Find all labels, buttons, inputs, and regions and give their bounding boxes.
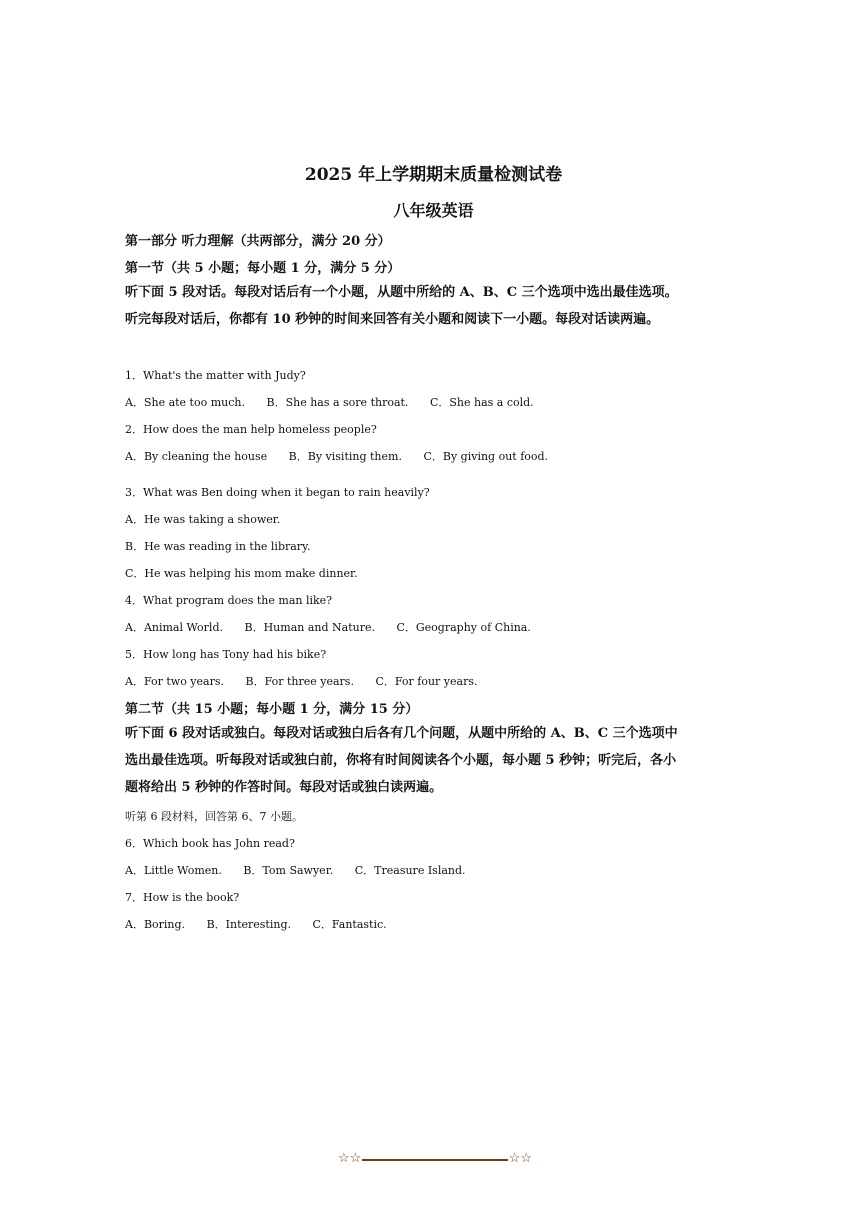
question-6: 6．Which book has John read? (125, 837, 295, 850)
option-a: A．For two years. (125, 675, 224, 688)
section1-heading: 第一节（共 5 小题；每小题 1 分，满分 5 分） (125, 261, 401, 276)
question-2: 2．How does the man help homeless people? (125, 423, 377, 436)
question-3-option-c: C．He was helping his mom make dinner. (125, 567, 358, 580)
question-6-options (125, 862, 484, 878)
option-c: C．By giving out food. (423, 450, 549, 463)
option-a: A．Little Women. (125, 864, 222, 877)
page-footer-ornament (338, 1151, 532, 1167)
option-b: B．By visiting them. (288, 450, 402, 463)
footer-rule (362, 1159, 508, 1161)
question-7-options (125, 916, 405, 932)
section1-instructions: 听下面 5 段对话。每段对话后有一个小题，从题中所给的 A、B、C 三个选项中选出最佳选项。听完每段对话后，你都有 10 秒钟的时间来回答有关小题和阅读下一小题。每段对话读两遍。 (125, 285, 678, 327)
question-1: 1．What's the matter with Judy? (125, 369, 306, 382)
question-2-options (125, 448, 566, 464)
question-5-options (125, 673, 496, 689)
exam-title: 2025 年上学期期末质量检测试卷 (304, 165, 563, 185)
part1-heading: 第一部分 听力理解（共两部分，满分 20 分） (125, 234, 391, 249)
question-3-option-b: B．He was reading in the library. (125, 540, 311, 553)
option-c: C．Fantastic. (312, 918, 387, 931)
option-b: B．She has a sore throat. (266, 396, 409, 409)
question-4: 4．What program does the man like? (125, 594, 333, 607)
option-b: B．For three years. (245, 675, 354, 688)
exam-subject: 八年级英语 (393, 201, 474, 220)
section2-instructions: 听下面 6 段对话或独白。每段对话或独白后各有几个问题，从题中所给的 A、B、C 三个选项中选出最佳选项。听每段对话或独白前，你将有时间阅读各个小题，每小题 5 秒钟；听完后，各小题将给出 5 秒钟的作答时间。每段对话或独白读两遍。 (125, 726, 678, 795)
section2-heading: 第二节（共 15 小题；每小题 1 分，满分 15 分） (125, 702, 419, 717)
question-5: 5．How long has Tony had his bike? (125, 648, 327, 661)
option-a: A．She ate too much. (125, 396, 245, 409)
option-b: B．Interesting. (206, 918, 291, 931)
question-4-options (125, 619, 549, 635)
question-3-option-a: A．He was taking a shower. (125, 513, 281, 526)
option-a: A．By cleaning the house (125, 450, 268, 463)
option-c: C．Geography of China. (396, 621, 531, 634)
star-icon-left: ☆☆ (338, 1151, 362, 1166)
option-a: A．Boring. (125, 918, 186, 931)
option-b: B．Human and Nature. (244, 621, 375, 634)
question-3: 3．What was Ben doing when it began to rain heavily? (125, 486, 430, 499)
option-b: B．Tom Sawyer. (243, 864, 334, 877)
option-c: C．For four years. (375, 675, 478, 688)
question-7: 7．How is the book? (125, 891, 240, 904)
material-note: 听第 6 段材料，回答第 6、7 小题。 (125, 810, 303, 823)
option-c: C．She has a cold. (429, 396, 534, 409)
option-a: A．Animal World. (125, 621, 223, 634)
star-icon-right: ☆☆ (508, 1151, 532, 1166)
option-c: C．Treasure Island. (354, 864, 466, 877)
question-1-options (125, 394, 552, 410)
